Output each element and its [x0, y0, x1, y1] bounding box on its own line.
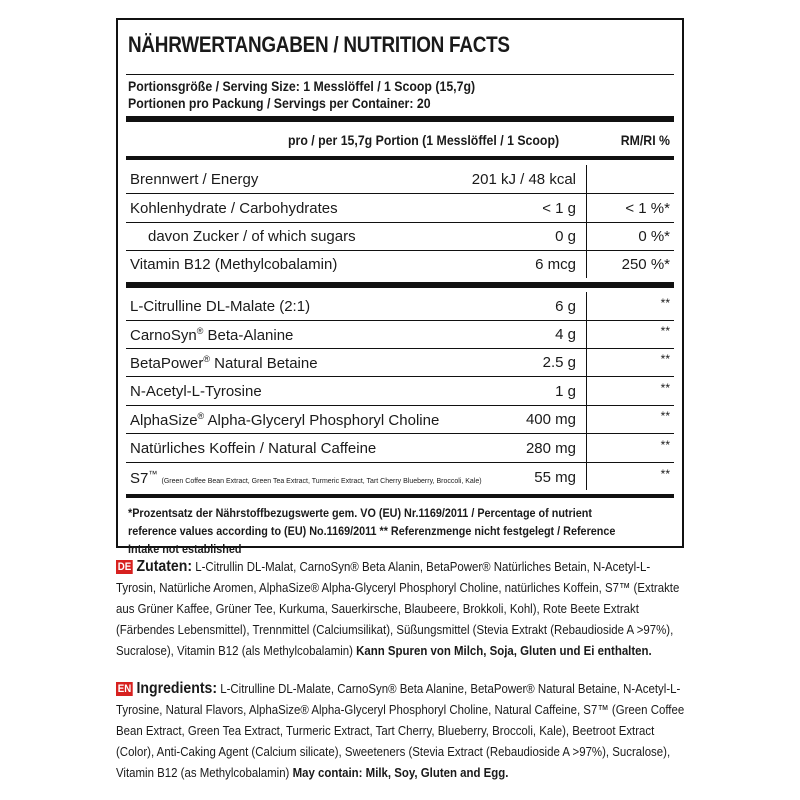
active-rm: ** — [660, 381, 670, 395]
rm-column-header: RM/RI % — [620, 132, 670, 148]
footnote: *Prozentsatz der Nährstoffbezugswerte gem. VO (EU) Nr.1169/2011 / Percentage of nutrient reference values according to (EU) No.1169/2011 ** Referenzmenge nicht festgelegt / Reference Intake not established — [128, 506, 616, 556]
s7-detail: (Green Coffee Bean Extract, Green Tea Extract, Turmeric Extract, Tart Cherry Blueberry, Broccoli, Kale) — [161, 478, 482, 485]
active-amount: 6 g — [555, 298, 576, 315]
servings-per-container: Portionen pro Packung / Servings per Container: 20 — [128, 95, 431, 111]
nutrient-amount: < 1 g — [542, 200, 576, 217]
active-row — [126, 292, 674, 320]
active-name: Natürliches Koffein / Natural Caffeine — [130, 440, 377, 457]
active-row — [126, 320, 674, 348]
active-amount: 280 mg — [525, 440, 576, 457]
active-name: L-Citrulline DL-Malate (2:1) — [130, 298, 311, 315]
active-rm: ** — [660, 324, 670, 338]
nutrient-rm: 0 %* — [638, 228, 670, 245]
active-name: BetaPower® Natural Betaine — [130, 354, 318, 372]
allergen-de: Kann Spuren von Milch, Soja, Gluten und Ei enthalten. — [356, 643, 652, 658]
nutrition-facts-panel — [116, 18, 684, 556]
active-row — [126, 377, 674, 405]
ingredients-en — [116, 678, 690, 783]
active-name: N-Acetyl-L-Tyrosine — [130, 383, 262, 400]
active-rm: ** — [660, 467, 670, 481]
divider — [126, 74, 674, 75]
nutrient-name: Vitamin B12 (Methylcobalamin) — [130, 256, 338, 273]
ingredients-en-heading: Ingredients: — [136, 680, 218, 697]
thick-divider — [126, 156, 674, 160]
thick-divider — [126, 282, 674, 288]
nutrient-row — [126, 165, 674, 193]
active-name: CarnoSyn® Beta-Alanine — [130, 326, 294, 344]
nutrient-row — [126, 222, 674, 250]
nutrient-row — [126, 194, 674, 222]
nutrient-rm: 250 %* — [621, 256, 670, 273]
active-amount: 55 mg — [534, 469, 576, 486]
nutrient-name: davon Zucker / of which sugars — [148, 228, 356, 245]
active-row — [126, 463, 674, 491]
column-divider — [586, 292, 587, 490]
column-divider — [586, 165, 587, 278]
active-amount: 2.5 g — [542, 354, 576, 371]
nutrient-row — [126, 250, 674, 278]
active-rm: ** — [660, 409, 670, 423]
flag-de: DE — [117, 561, 132, 573]
active-rm: ** — [660, 352, 670, 366]
ingredients-de-heading: Zutaten: — [136, 558, 193, 575]
active-rm: ** — [660, 296, 670, 310]
active-row — [126, 434, 674, 462]
panel-title: NÄHRWERTANGABEN / NUTRITION FACTS — [128, 32, 510, 57]
nutrient-amount: 6 mcg — [535, 256, 576, 273]
nutrient-amount: 0 g — [555, 228, 576, 245]
active-name: AlphaSize® Alpha-Glyceryl Phosphoryl Choline — [130, 411, 440, 429]
nutrient-name: Kohlenhydrate / Carbohydrates — [130, 200, 338, 217]
ingredients-de-text: L-Citrullin DL-Malat, CarnoSyn® Beta Alanin, BetaPower® Natürliches Betain, N-Acetyl-L-Tyrosin, Natürliche Aromen, AlphaSize® Alpha-Glyceryl Phosphoryl Choline, natürliches Koffein, S7™ (Extrakte aus Grüner Kaffee, Grüner Tee, Kurkuma, Sauerkirsche, Blaubeere, Brokkoli, Kohl), Rote Beete Extrakt (Färbendes Lebensmittel), Trennmittel (Calciumsilikat), Süßungsmittel (Stevia Extrakt (Rebaudioside A >97%), Sucralose), Vitamin B12 (als Methylcobalamin) — [116, 559, 680, 658]
active-name: S7™ (Green Coffee Bean Extract, Green Tea Extract, Turmeric Extract, Tart Cherry Blueberry, Broccoli, Kale) — [130, 469, 482, 487]
nutrient-rm: < 1 %* — [625, 200, 670, 217]
nutrient-name: Brennwert / Energy — [130, 171, 259, 188]
allergen-en: May contain: Milk, Soy, Gluten and Egg. — [292, 765, 509, 780]
thick-divider — [126, 116, 674, 122]
flag-en: EN — [117, 683, 132, 695]
active-rm: ** — [660, 438, 670, 452]
active-amount: 1 g — [555, 383, 576, 400]
nutrient-amount: 201 kJ / 48 kcal — [471, 171, 576, 188]
ingredients-en-text: L-Citrulline DL-Malate, CarnoSyn® Beta Alanine, BetaPower® Natural Betaine, N-Acetyl-L-Tyrosine, Natural Flavors, AlphaSize® Alpha-Glyceryl Phosphoryl Choline, Natural Caffeine, S7™ (Green Coffee Bean Extract, Green Tea Extract, Turmeric Extract, Tart Cherry, Blueberry, Broccoli, Kale), Beetroot Extract (Color), Anti-Caking Agent (Calcium silicate), Sweeteners (Stevia Extract (Rebaudioside A >97%), Sucralose), Vitamin B12 (as Methylcobalamin) — [116, 681, 685, 780]
active-amount: 400 mg — [525, 411, 576, 428]
thick-divider — [126, 494, 674, 498]
serving-size: Portionsgröße / Serving Size: 1 Messlöffel / 1 Scoop (15,7g) — [128, 78, 476, 94]
active-amount: 4 g — [555, 326, 576, 343]
active-row — [126, 405, 674, 433]
active-row — [126, 348, 674, 376]
ingredients-de — [116, 556, 690, 661]
amount-column-header: pro / per 15,7g Portion (1 Messlöffel / 1 Scoop) — [288, 132, 560, 148]
